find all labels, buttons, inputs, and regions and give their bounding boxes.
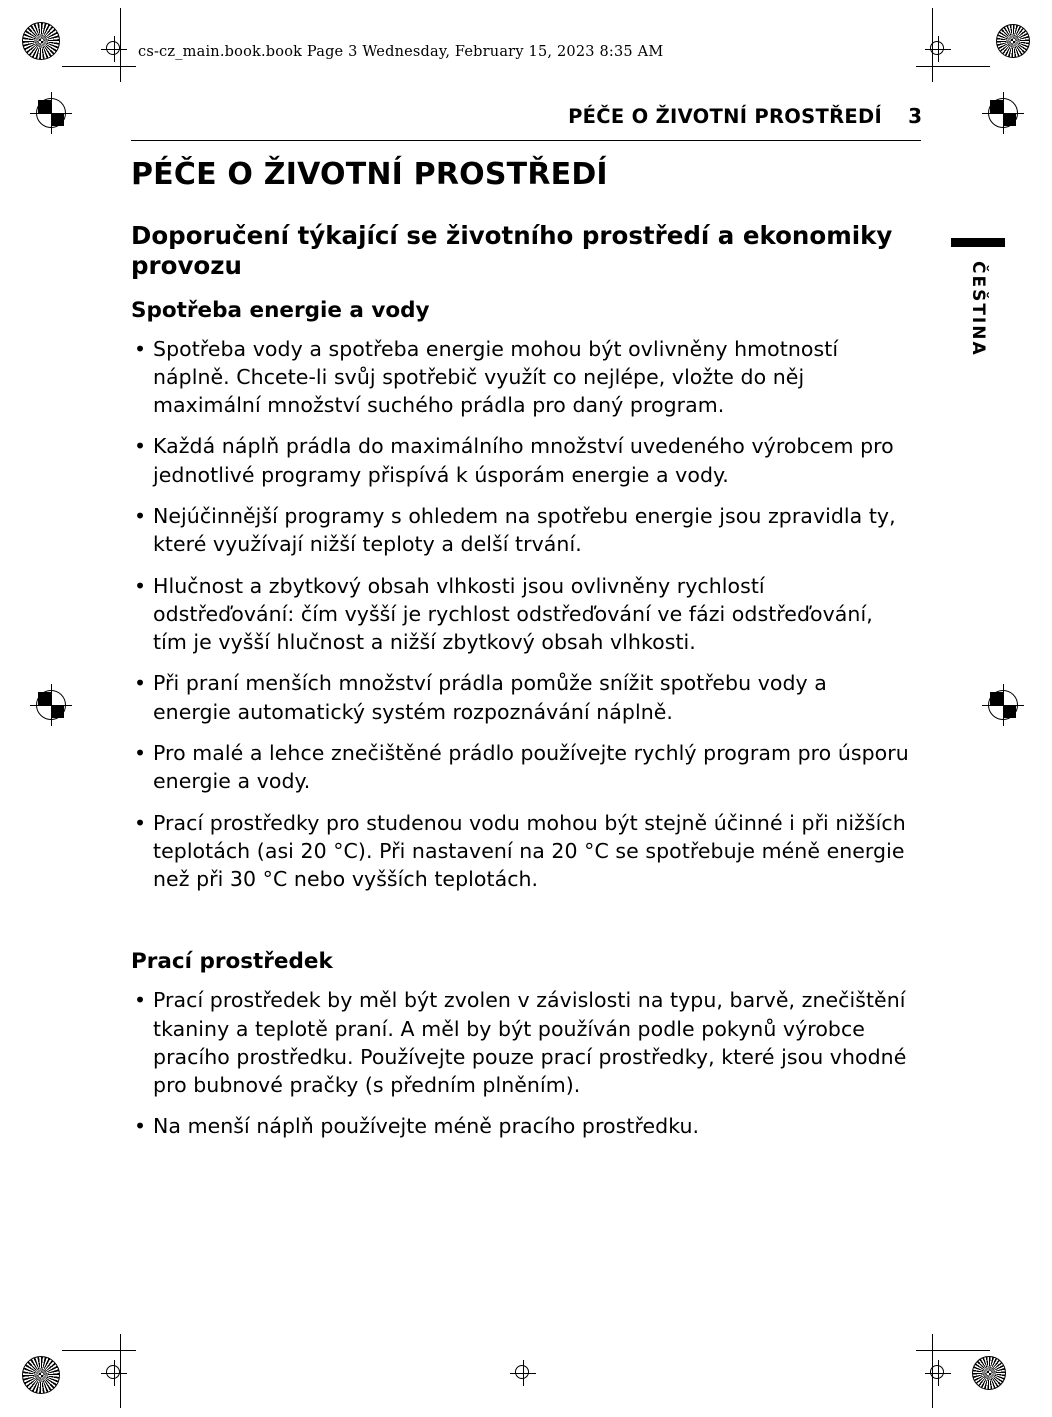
side-tab-bar: [951, 238, 1005, 247]
bullet-icon: •: [134, 810, 147, 835]
running-head-title: PÉČE O ŽIVOTNÍ PROSTŘEDÍ: [568, 105, 883, 128]
bullet-icon: •: [134, 434, 147, 459]
section-title: Doporučení týkající se životního prostředí a ekonomiky provozu: [131, 220, 893, 281]
bullet-icon: •: [134, 336, 147, 361]
list-item: [131, 572, 911, 657]
list-item-text: Hlučnost a zbytkový obsah vlhkosti jsou ovlivněny rychlostí odstřeďování: čím vyšší je rychlost odstřeďování ve fázi odstřeďování, tím je vyšší hlučnost a nižší zbytkový obsah vlhkosti.: [153, 573, 873, 655]
bullet-icon: •: [134, 1114, 147, 1139]
subsection-title-energy-water: Spotřeba energie a vody: [131, 297, 430, 323]
list-item-text: Spotřeba vody a spotřeba energie mohou být ovlivněny hmotností náplně. Chcete-li svůj spotřebič využít co nejlépe, vložte do něj maximální množství suchého prádla pro daný program.: [153, 336, 839, 418]
bullet-icon: •: [134, 504, 147, 529]
list-item: [131, 1112, 911, 1140]
page-title: PÉČE O ŽIVOTNÍ PROSTŘEDÍ: [131, 157, 608, 192]
page-content: [131, 158, 911, 1154]
bullet-icon: •: [134, 741, 147, 765]
list-item: [131, 502, 911, 559]
print-header-file-line: cs-cz_main.book.book Page 3 Wednesday, February 15, 2023 8:35 AM: [138, 44, 664, 60]
subsection-title-detergent: Prací prostředek: [131, 949, 333, 975]
header-divider: [131, 140, 921, 141]
list-item-text: Prací prostředky pro studenou vodu mohou být stejně účinné i při nižších teplotách (asi 20 °C). Při nastavení na 20 °C se spotřebuje méně energie než při 30 °C nebo vyšších teplotách.: [153, 810, 906, 892]
list-item-text: Pro malé a lehce znečištěné prádlo používejte rychlý program pro úsporu energie a vody.: [153, 741, 909, 794]
list-item: [131, 986, 911, 1099]
side-tab-label: ČEŠTINA: [968, 261, 988, 357]
list-item-text: Při praní menších množství prádla pomůže snížit spotřebu vody a energie automatický systém rozpoznávání náplně.: [153, 671, 827, 724]
list-item-text: Na menší náplň používejte méně pracího prostředku.: [153, 1114, 700, 1139]
list-item-text: Každá náplň prádla do maximálního množství uvedeného výrobcem pro jednotlivé programy přispívá k úsporám energie a vody.: [153, 434, 894, 487]
bullet-list-energy-water: [131, 335, 911, 894]
list-item-text: Prací prostředek by měl být zvolen v závislosti na typu, barvě, znečištění tkaniny a teplotě praní. A měl by být používán podle pokynů výrobce pracího prostředku. Používejte pouze prací prostředky, které jsou vhodné pro bubnové pračky (s předním plněním).: [153, 988, 907, 1098]
list-item: [131, 335, 911, 420]
bullet-list-detergent: [131, 986, 911, 1140]
running-head: [130, 104, 922, 128]
page-number: 3: [908, 104, 922, 128]
list-item: [131, 432, 911, 489]
list-item: [131, 669, 911, 726]
list-item-text: Nejúčinnější programy s ohledem na spotřebu energie jsou zpravidla ty, které využívají nižší teploty a delší trvání.: [153, 504, 896, 557]
bullet-icon: •: [134, 671, 147, 696]
bullet-icon: •: [134, 988, 147, 1013]
list-item: [131, 739, 911, 796]
bullet-icon: •: [134, 573, 147, 598]
list-item: [131, 809, 911, 894]
side-language-tab: [950, 238, 1006, 361]
